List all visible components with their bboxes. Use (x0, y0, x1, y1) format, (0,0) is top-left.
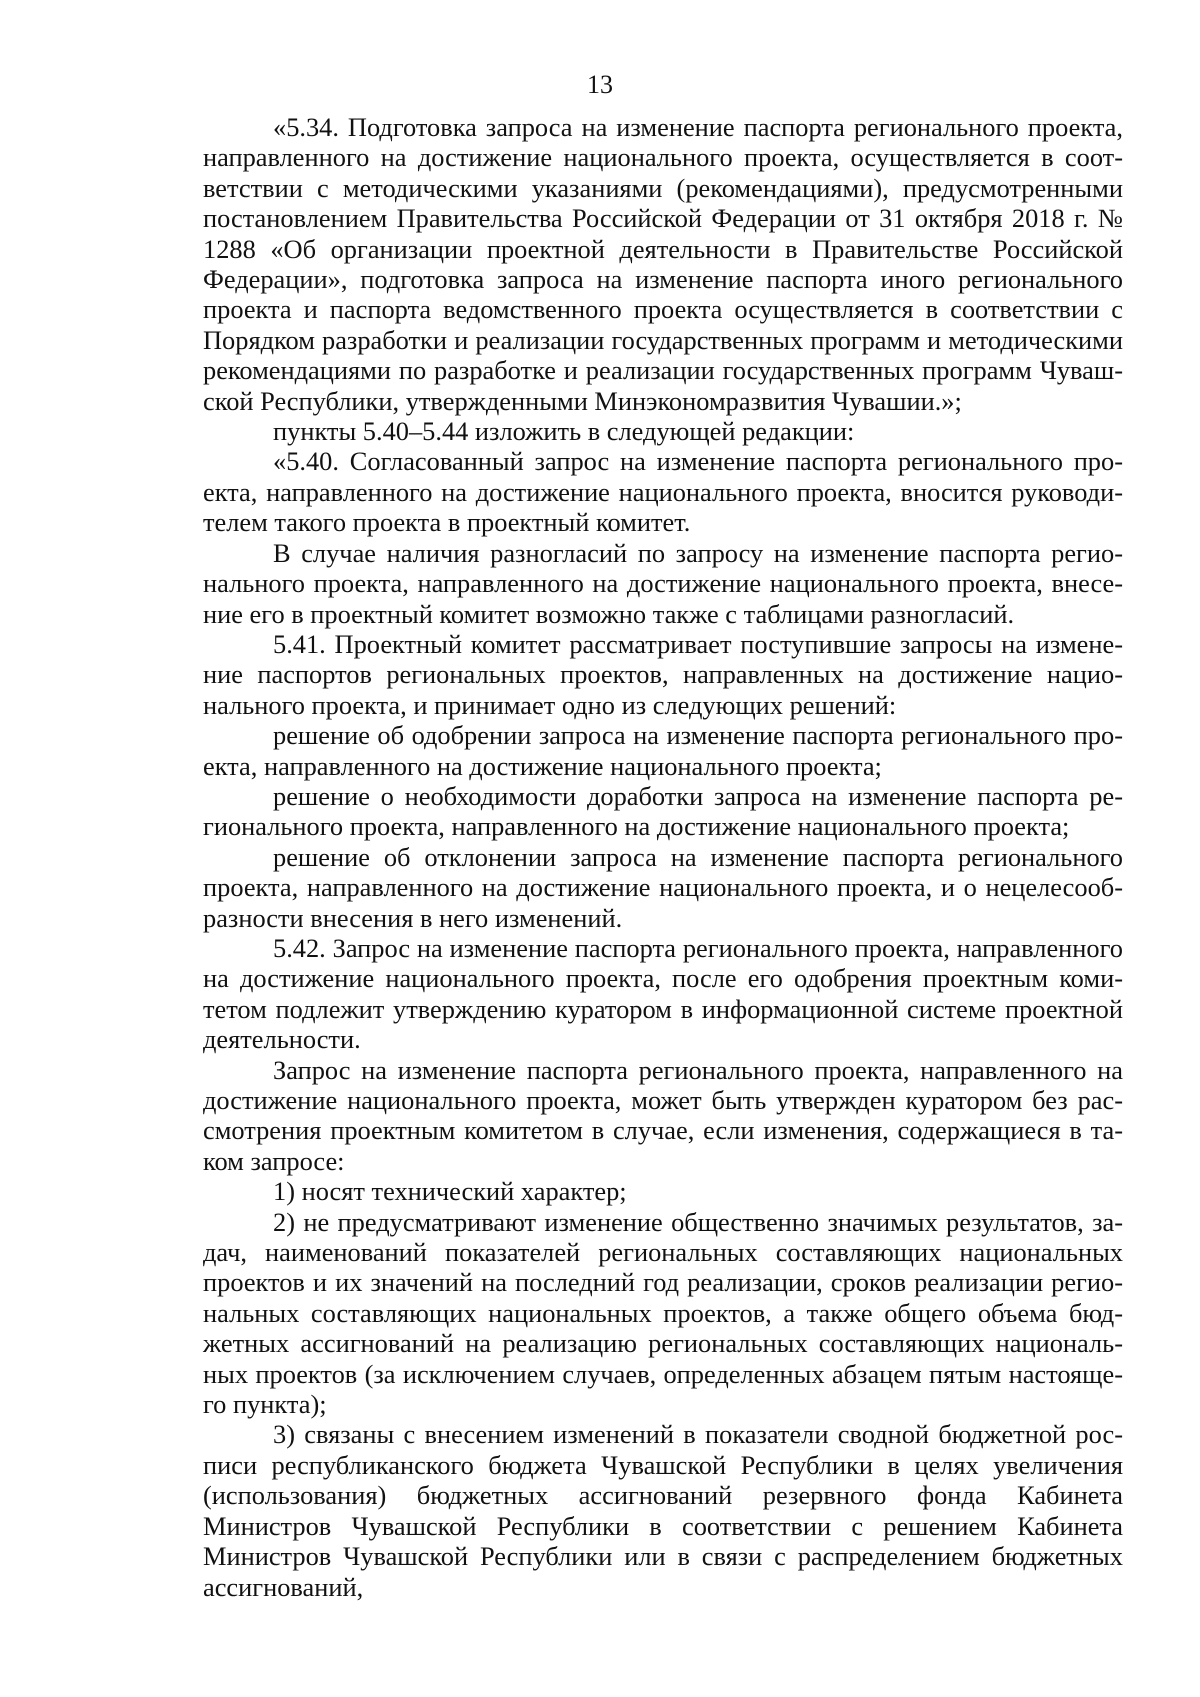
paragraph-decision-approval: решение об одобрении запроса на изменение паспорта регионального проекта, направленного на достижение национального проекта; (203, 720, 1123, 781)
paragraph-5-40: «5.40. Согласованный запрос на изменение паспорта регионального проекта, направленного на достижение национального проекта, вносится руководителем такого проекта в проектный комитет. (203, 446, 1123, 538)
paragraph-decision-rejection: решение об отклонении запроса на изменение паспорта регионального проекта, направленного на достижение национального проекта, и о нецелесообразности внесения в него изменений. (203, 841, 1123, 933)
page-number: 13 (587, 70, 613, 99)
paragraph-5-42: 5.42. Запрос на изменение паспорта регионального проекта, направленного на достижение национального проекта, после его одобрения проектным комитетом подлежит утверждению куратором в информационной системе проектной деятельности. (203, 932, 1123, 1055)
paragraph-curator-approval: Запрос на изменение паспорта регионального проекта, направленного на достижение национального проекта, может быть утвержден куратором без рассмотрения проектным комитетом в случае, если изменения, содержащиеся в таком запросе: (203, 1054, 1123, 1176)
paragraph-5-34: «5.34. Подготовка запроса на изменение паспорта регионального проекта, направленного на достижение национального проекта, осуществляется в соответствии с методическими указаниями (рекомендациями), предусмотренными постановлением Правительства Российской Федерации от 31 октября 2018 г. № 1288 «Об организации проектной деятельности в Правительстве Российской Федерации», подготовка запроса на изменение паспорта иного регионального проекта и паспорта ведомственного проекта осуществляется в соответствии с Порядком разработки и реализации государственных программ и методическими рекомендациями по разработке и реализации государственных программ Чувашской Республики, утвержденными Минэкономразвития Чувашии.»; (203, 112, 1123, 416)
paragraph-5-41: 5.41. Проектный комитет рассматривает поступившие запросы на изменение паспортов региональных проектов, направленных на достижение национального проекта, и принимает одно из следующих решений: (203, 628, 1123, 720)
paragraph-decision-revision: решение о необходимости доработки запроса на изменение паспорта регионального проекта, направленного на достижение национального проекта; (203, 780, 1123, 842)
list-item-1: 1) носят технический характер; (273, 1176, 627, 1207)
document-body (203, 112, 1123, 1602)
list-item-3: 3) связаны с внесением изменений в показатели сводной бюджетной росписи республиканского бюджета Чувашской Республики в целях увеличения (использования) бюджетных ассигнований резервного фонда Кабинета Министров Чувашской Республики в соответствии с решением Кабинета Министров Чувашской Республики или в связи с распределением бюджетных ассигнований, (203, 1419, 1123, 1602)
paragraph-disagreements: В случае наличия разногласий по запросу на изменение паспорта регионального проекта, направленного на достижение национального проекта, внесение его в проектный комитет возможно также с таблицами разногласий. (203, 537, 1123, 629)
list-item-2: 2) не предусматривают изменение общественно значимых результатов, задач, наименований показателей региональных составляющих национальных проектов и их значений на последний год реализации, сроков реализации региональных составляющих национальных проектов, а также общего объема бюджетных ассигнований на реализацию региональных составляющих национальных проектов (за исключением случаев, определенных абзацем пятым настоящего пункта); (203, 1206, 1123, 1420)
paragraph-amendment-intro: пункты 5.40–5.44 изложить в следующей редакции: (273, 416, 855, 447)
